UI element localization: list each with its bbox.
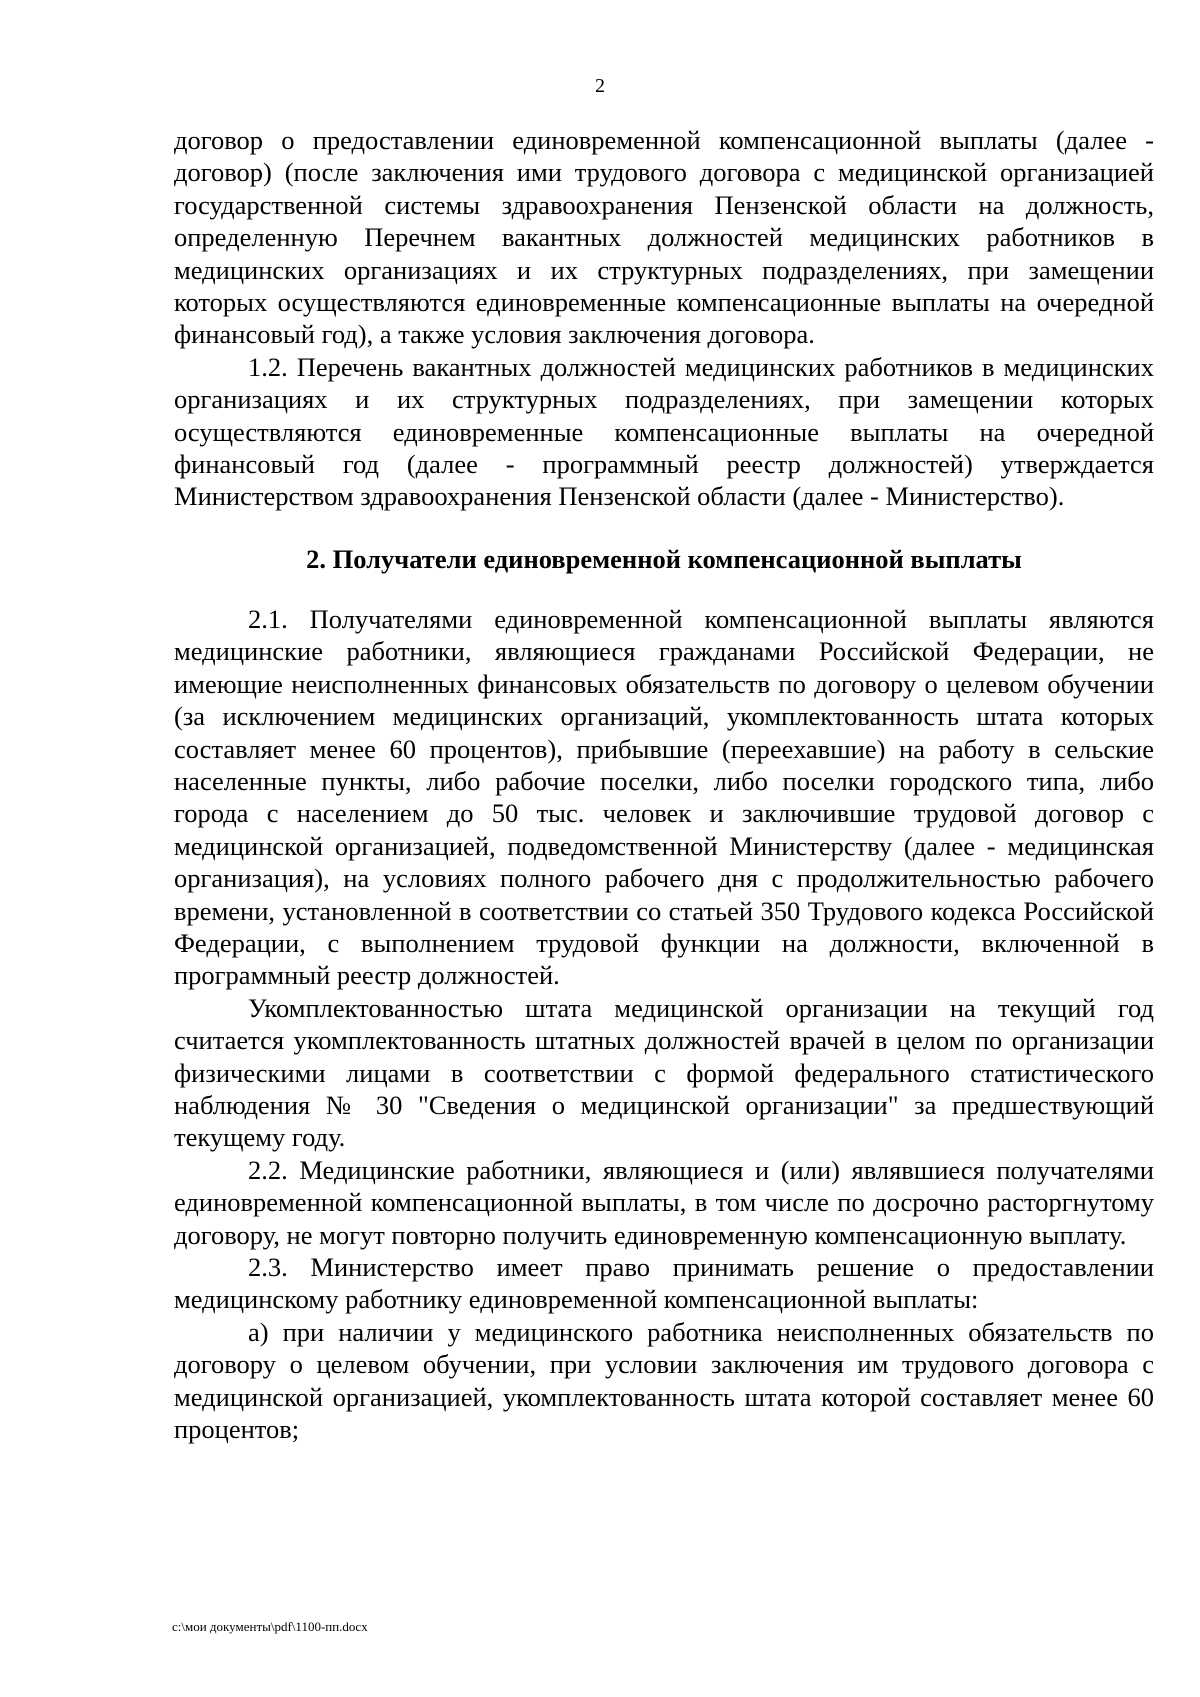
document-body (174, 124, 1154, 1445)
paragraph-continuation: договор о предоставлении единовременной компенсационной выплаты (далее - договор) (после заключения ими трудового договора с медицинской организацией государственной системы здравоохранения Пензенской области на должность, определенную Перечнем вакантных должностей медицинских работников в медицинских организациях и их структурных подразделениях, при замещении которых осуществляются единовременные компенсационные выплаты на очередной финансовый год), а также условия заключения договора. (174, 125, 1154, 350)
paragraph-2-3: 2.3. Министерство имеет право принимать решение о предоставлении медицинскому работнику единовременной компенсационной выплаты: (174, 1252, 1154, 1315)
footer-file-path: c:\мои документы\pdf\1100-пп.docx (172, 1619, 368, 1634)
page-number: 2 (595, 75, 605, 97)
paragraph-2-1: 2.1. Получателями единовременной компенсационной выплаты являются медицинские работники, являющиеся гражданами Российской Федерации, не имеющие неисполненных финансовых обязательств по договору о целевом обучении (за исключением медицинских организаций, укомплектованность штата которых составляет менее 60 процентов), прибывшие (переехавшие) на работу в сельские населенные пункты, либо рабочие поселки, либо поселки городского типа, либо города с населением до 50 тыс. человек и заключившие трудовой договор с медицинской организацией, подведомственной Министерству (далее - медицинская организация), на условиях полного рабочего дня с продолжительностью рабочего времени, установленной в соответствии со статьей 350 Трудового кодекса Российской Федерации, с выполнением трудовой функции на должности, включенной в программный реестр должностей. (174, 603, 1154, 991)
paragraph-2-2: 2.2. Медицинские работники, являющиеся и (или) являвшиеся получателями единовременной компенсационной выплаты, в том числе по досрочно расторгнутому договору, не могут повторно получить единовременную компенсационную выплату. (174, 1154, 1154, 1250)
paragraph-1-2: 1.2. Перечень вакантных должностей медицинских работников в медицинских организациях и их структурных подразделениях, при замещении которых осуществляются единовременные компенсационные выплаты на очередной финансовый год (далее - программный реестр должностей) утверждается Министерством здравоохранения Пензенской области (далее - Министерство). (174, 351, 1154, 512)
section-heading: 2. Получатели единовременной компенсационной выплаты (306, 543, 1022, 574)
paragraph-2-3-a: а) при наличии у медицинского работника неисполненных обязательств по договору о целевом обучении, при условии заключения им трудового договора с медицинской организацией, укомплектованность штата которой составляет менее 60 процентов; (174, 1316, 1154, 1445)
paragraph-staffing-definition: Укомплектованностью штата медицинской организации на текущий год считается укомплектованность штатных должностей врачей в целом по организации физическими лицами в соответствии с формой федерального статистического наблюдения № 30 "Сведения о медицинской организации" за предшествующий текущему году. (174, 992, 1154, 1153)
